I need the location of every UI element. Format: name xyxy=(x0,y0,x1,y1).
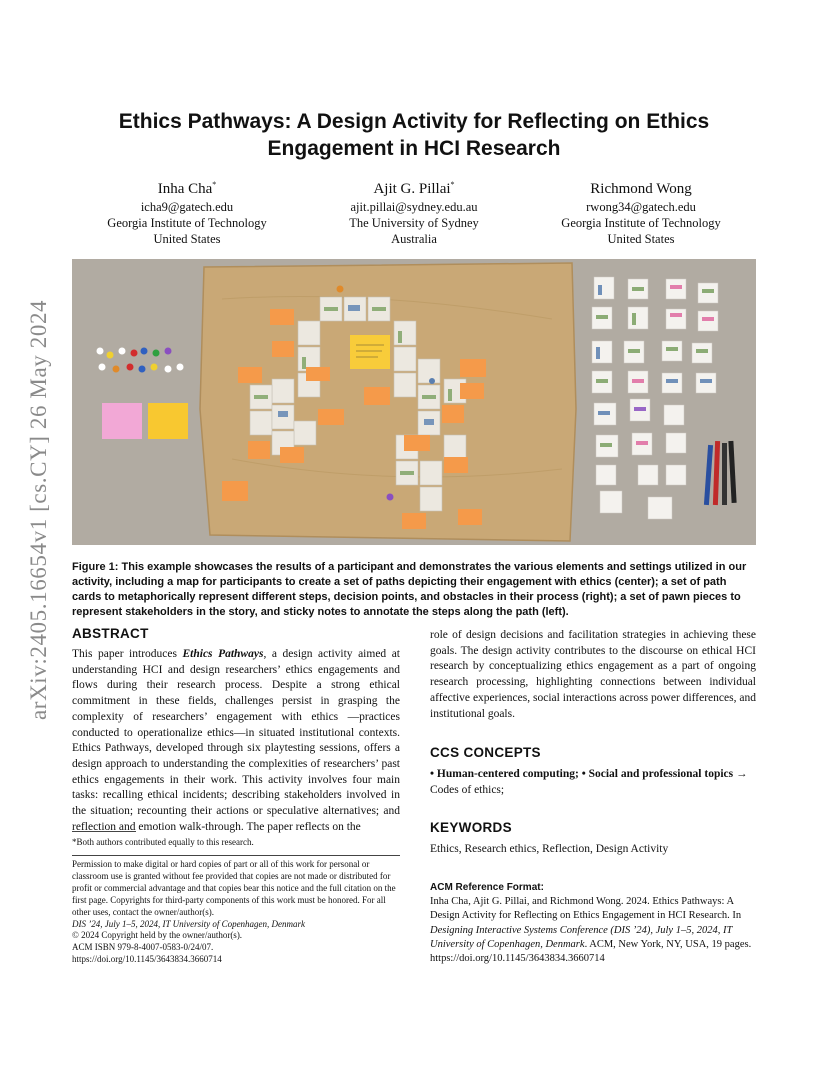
abstract-heading: ABSTRACT xyxy=(72,626,149,641)
footnote-rule xyxy=(72,831,136,832)
author-country: United States xyxy=(607,232,675,246)
reference-text: Inha Cha, Ajit G. Pillai, and Richmond Wong. 2024. Ethics Pathways: A Design Activity for Reflecting on Ethics Engagement in HCI Research. In Designing Interactive Systems Conference (DIS ’24), July 1–5, 2024, IT University of Copenhagen, Denmark. ACM, New York, NY, USA, 19 pages. xyxy=(430,896,752,950)
keywords-heading: KEYWORDS xyxy=(430,819,512,835)
author-email[interactable]: ajit.pillai@sydney.edu.au xyxy=(350,200,478,214)
keywords-text: Ethics, Research ethics, Reflection, Design Activity xyxy=(430,842,669,855)
author-2: Ajit G. Pillai* ajit.pillai@sydney.edu.au The University of Sydney Australia xyxy=(299,175,529,247)
author-affiliation: Georgia Institute of Technology xyxy=(561,216,721,230)
activity-board-illustration xyxy=(72,259,756,545)
abstract-text: This paper introduces Ethics Pathways, a design activity aimed at understanding HCI and design researchers’ ethics engagements and flows during their research process. Despite a strong ethical commitment in these fields, challenges persist in grasping the complexity of researchers’ engagement with ethics —practices conducted to operationalize ethics—in situated institutional contexts. Ethics Pathways, developed through six playtesting sessions, offers a design approach to understanding the complexities of researchers’ past ethics engagements in their work. This activity involves four main tasks: recalling ethical incidents; describing stakeholders involved in the situation; recounting their actions or speculative alternatives; and reflection and emotion walk-through. The paper reflects on the xyxy=(72,648,401,833)
paper-title: Ethics Pathways: A Design Activity for Reflecting on Ethics Engagement in HCI Research xyxy=(118,110,710,160)
right-column xyxy=(430,628,756,857)
author-email[interactable]: rwong34@gatech.edu xyxy=(586,200,696,214)
permission-text: Permission to make digital or hard copies of part or all of this work for personal or classroom use is granted without fee provided that copies are not made or distributed for profit or commercial advantage and that copies bear this notice and the full citation on the first page. Copyrights for third-party components of this work must be honored. For all other uses, contact the owner/author(s). xyxy=(72,859,396,917)
equal-contribution-footnote: *Both authors contributed equally to this research. xyxy=(72,837,254,847)
venue-line: DIS ’24, July 1–5, 2024, IT University of Copenhagen, Denmark xyxy=(72,918,306,929)
author-affiliation: Georgia Institute of Technology xyxy=(107,216,267,230)
abstract-continuation: role of design decisions and facilitation strategies in achieving these goals. The design activity contributes to the discourse on ethical HCI research by conceptualizing ethics engagement as a part of ongoing research processing, highlighting connections between individual affective experiences, social interactions across power differences, and institutional goals. xyxy=(430,629,756,720)
arxiv-watermark: arXiv:2405.16654v1 [cs.CY] 26 May 2024 xyxy=(26,299,51,721)
author-email[interactable]: icha9@gatech.edu xyxy=(140,200,234,214)
author-1: Inha Cha* icha9@gatech.edu Georgia Institute of Technology United States xyxy=(72,175,302,247)
copyright-line: © 2024 Copyright held by the owner/author(s). xyxy=(72,930,243,941)
author-name: Inha Cha xyxy=(157,181,213,197)
author-country: United States xyxy=(153,232,221,246)
author-country: Australia xyxy=(391,232,437,246)
reference-heading: ACM Reference Format: xyxy=(430,882,544,893)
reference-doi-link[interactable]: https://doi.org/10.1145/3643834.3660714 xyxy=(430,953,605,965)
doi-link[interactable]: https://doi.org/10.1145/3643834.3660714 xyxy=(72,954,222,965)
permission-block xyxy=(72,859,400,966)
permission-rule xyxy=(72,855,400,856)
acm-reference xyxy=(430,881,756,966)
author-affiliation: The University of Sydney xyxy=(349,216,479,230)
author-name: Ajit G. Pillai xyxy=(373,181,451,197)
figure-photo xyxy=(72,259,756,545)
author-3 xyxy=(526,175,756,247)
ccs-heading: CCS CONCEPTS xyxy=(430,745,541,761)
ccs-text: • Human-centered computing; • Social and professional topics → Codes of ethics; xyxy=(430,768,748,796)
left-column xyxy=(72,625,400,835)
author-name: Richmond Wong xyxy=(590,181,692,197)
figure-caption: Figure 1: This example showcases the results of a participant and demonstrates the various elements and settings utilized in our activity, including a map for participants to create a set of paths depicting their engagement with ethics (center); a set of path cards to metaphorically represent different steps, decision points, and obstacles in their process (right); a set of pawn pieces to represent stakeholders in the story, and sticky notes to annotate the steps along the path (left). xyxy=(72,561,747,618)
isbn-line: ACM ISBN 979-8-4007-0583-0/24/07. xyxy=(72,942,214,953)
